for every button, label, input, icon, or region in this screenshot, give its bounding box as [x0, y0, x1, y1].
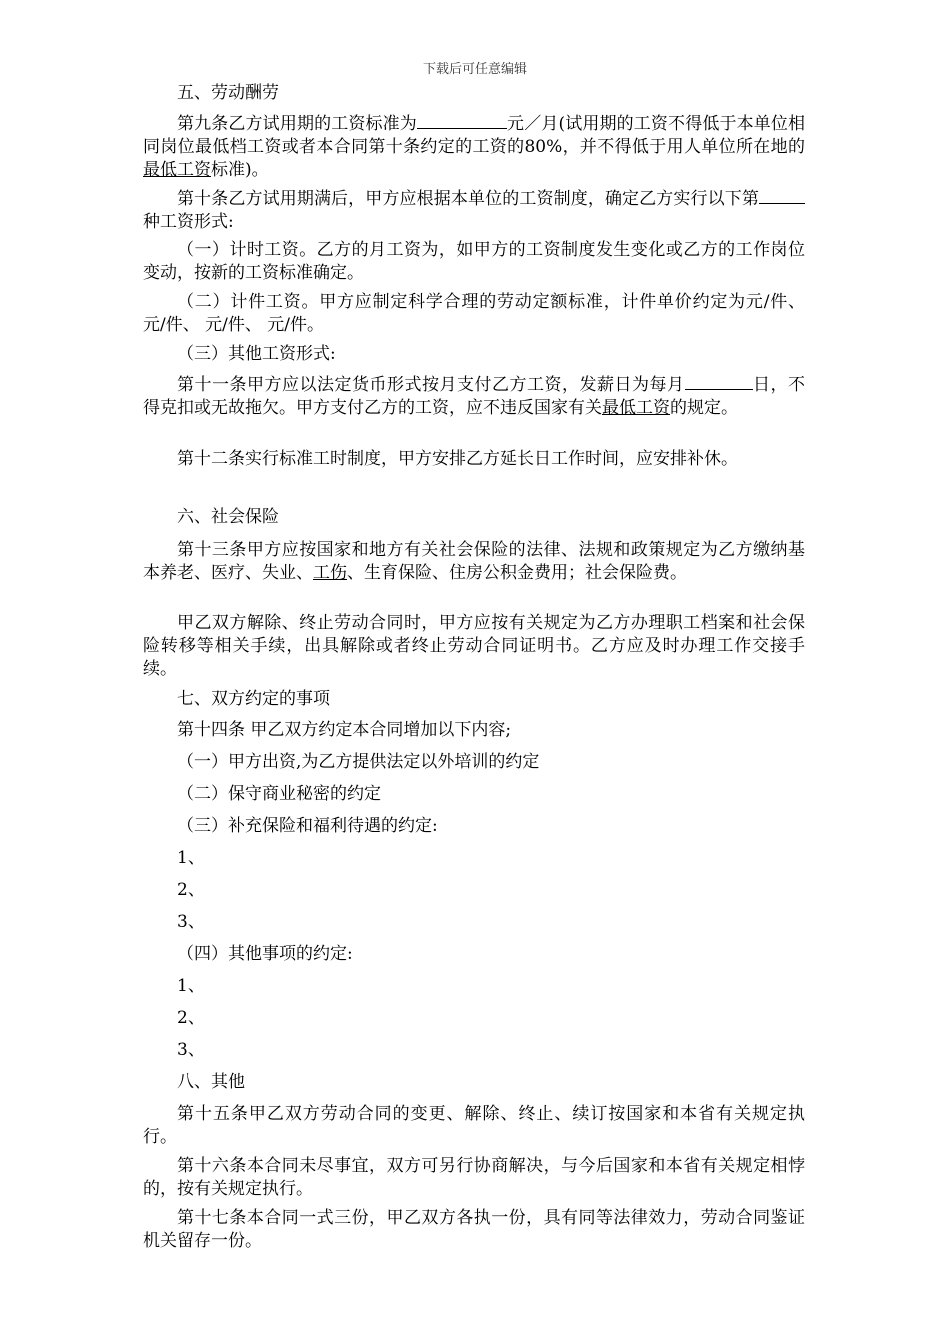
- article-11: [143, 373, 805, 420]
- article-14-item-2: （二）保守商业秘密的约定: [177, 784, 381, 804]
- article-9-text-c: 标准)。: [211, 160, 269, 180]
- list-item: 1、: [177, 848, 205, 868]
- min-wage-link: 最低工资: [143, 160, 211, 180]
- list-item: 2、: [177, 1008, 205, 1028]
- article-11-text-a: 第十一条甲方应以法定货币形式按月支付乙方工资，发薪日为每月: [177, 375, 685, 395]
- list-item: 2、: [177, 880, 205, 900]
- article-16: 第十六条本合同未尽事宜，双方可另行协商解决，与今后国家和本省有关规定相悖的，按有关规定执行。: [143, 1156, 805, 1199]
- list-item: 3、: [177, 1040, 205, 1060]
- article-13: [143, 539, 805, 585]
- list-item: 1、: [177, 976, 205, 996]
- article-9: [143, 112, 805, 182]
- article-13-text-a: 第十三条甲方应按国家和地方有关社会保险的法律、法规和政策规定为乙方缴纳基本养老、医疗、失业、: [143, 540, 805, 583]
- blank-field: [685, 373, 753, 390]
- section-5-title: 五、劳动酬劳: [177, 83, 279, 103]
- page-header: 下载后可任意编辑: [422, 62, 527, 77]
- article-14-item-1: （一）甲方出资,为乙方提供法定以外培训的约定: [177, 752, 540, 772]
- blank-field: [759, 187, 805, 204]
- injury-link: 工伤: [313, 563, 347, 583]
- article-10-text-b: 种工资形式:: [143, 212, 234, 232]
- article-12: 第十二条实行标准工时制度，甲方安排乙方延长日工作时间，应安排补休。: [177, 449, 738, 469]
- article-13-para-2: 甲乙双方解除、终止劳动合同时，甲方应按有关规定为乙方办理职工档案和社会保险转移等相关手续，出具解除或者终止劳动合同证明书。乙方应及时办理工作交接手续。: [143, 613, 805, 679]
- article-14: 第十四条 甲乙双方约定本合同增加以下内容;: [177, 720, 512, 740]
- min-wage-link: 最低工资: [602, 398, 670, 418]
- article-10: [143, 187, 805, 234]
- section-7-title: 七、双方约定的事项: [177, 689, 330, 709]
- article-13-text-b: 、生育保险、住房公积金费用；社会保险费。: [347, 563, 687, 583]
- article-9-text-b: 元／月(试用期的工资不得低于本单位相同岗位最低档工资或者本合同第十条约定的工资的80%，并不得低于用人单位所在地的: [143, 114, 806, 157]
- article-10-text-a: 第十条乙方试用期满后，甲方应根据本单位的工资制度，确定乙方实行以下第: [177, 189, 759, 209]
- section-8-title: 八、其他: [177, 1072, 245, 1092]
- list-item: 3、: [177, 912, 205, 932]
- article-10-item-2: （二）计件工资。甲方应制定科学合理的劳动定额标准，计件单价约定为元/件、 元/件、 元/件、 元/件。: [143, 292, 805, 335]
- article-17: 第十七条本合同一式三份，甲乙双方各执一份，具有同等法律效力，劳动合同鉴证机关留存一份。: [143, 1208, 805, 1251]
- article-14-item-3: （三）补充保险和福利待遇的约定:: [177, 816, 438, 836]
- article-11-text-c: 的规定。: [670, 398, 738, 418]
- blank-field: [417, 112, 507, 129]
- article-11-text-b: 日，不得克扣或无故拖欠。甲方支付乙方的工资，应不违反国家有关: [143, 375, 805, 418]
- article-15: 第十五条甲乙双方劳动合同的变更、解除、终止、续订按国家和本省有关规定执行。: [143, 1104, 805, 1147]
- article-10-item-3: （三）其他工资形式:: [177, 344, 336, 364]
- section-6-title: 六、社会保险: [177, 507, 279, 527]
- article-10-item-1: （一）计时工资。乙方的月工资为，如甲方的工资制度发生变化或乙方的工作岗位变动，按新的工资标准确定。: [143, 240, 805, 283]
- article-9-text-a: 第九条乙方试用期的工资标准为: [177, 114, 417, 134]
- article-14-item-4: （四）其他事项的约定:: [177, 944, 353, 964]
